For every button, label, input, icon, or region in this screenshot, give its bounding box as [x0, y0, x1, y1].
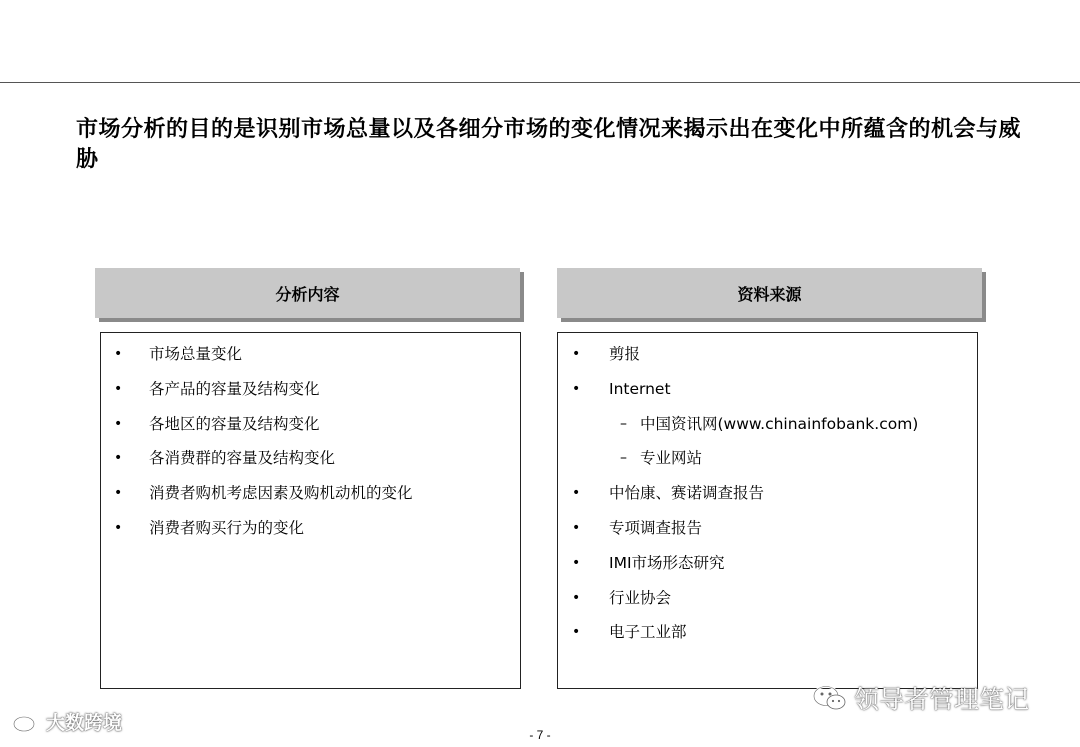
list-item [114, 407, 516, 442]
left-panel-header-label: 分析内容 [275, 284, 340, 304]
list-item [114, 372, 516, 407]
dash-bullet-icon: – [620, 450, 627, 467]
bullet-icon: • [114, 415, 123, 432]
bullet-icon: • [572, 624, 581, 641]
list-item [114, 441, 516, 476]
bullet-icon: • [572, 346, 581, 362]
list-item-text: 各消费群的容量及结构变化 [149, 449, 336, 468]
list-item-text: 中国资讯网(www.chinainfobank.com) [640, 414, 919, 433]
sub-list-item [572, 441, 973, 476]
list-item [114, 511, 516, 546]
list-item [572, 511, 973, 546]
list-item [572, 337, 973, 372]
list-item-text: IMI市场形态研究 [609, 553, 725, 572]
list-item-text: 电子工业部 [609, 623, 687, 642]
list-item-text: 消费者购买行为的变化 [149, 518, 305, 537]
list-item [572, 615, 973, 650]
left-panel-header [95, 268, 520, 318]
list-item-text: 各地区的容量及结构变化 [149, 414, 320, 433]
bullet-icon: • [572, 485, 581, 502]
bullet-icon: • [114, 519, 123, 536]
bullet-icon: • [114, 346, 123, 362]
list-item [572, 546, 973, 581]
bullet-icon: • [572, 519, 581, 536]
top-rule [0, 82, 1080, 83]
sub-list-item [572, 407, 973, 442]
bullet-icon: • [114, 485, 123, 502]
bullet-icon: • [572, 589, 581, 606]
left-panel-list [114, 337, 516, 546]
bullet-icon: • [114, 450, 123, 467]
right-panel-list [572, 337, 973, 650]
watermark-right [812, 680, 1029, 716]
right-panel-header [557, 268, 982, 318]
list-item-text: 行业协会 [609, 588, 672, 607]
list-item [572, 581, 973, 616]
list-item [114, 476, 516, 511]
watermark-left-text: 大数跨境 [46, 712, 123, 734]
right-panel-box [557, 332, 978, 689]
list-item-text: 消费者购机考虑因素及购机动机的变化 [149, 484, 413, 503]
dash-bullet-icon: – [620, 415, 627, 432]
watermark-right-text: 领导者管理笔记 [854, 685, 1030, 714]
list-item [572, 372, 973, 407]
right-panel-header-label: 资料来源 [737, 284, 802, 304]
bullet-icon: • [572, 380, 581, 397]
list-item-text: 专项调查报告 [609, 518, 703, 537]
page-number: - 7 - [529, 728, 551, 742]
bullet-icon: • [572, 554, 581, 571]
list-item-text: Internet [609, 379, 671, 398]
left-panel-box [100, 332, 521, 689]
list-item [114, 337, 516, 372]
list-item [572, 476, 973, 511]
list-item-text: 专业网站 [640, 449, 703, 468]
list-item-text: 市场总量变化 [149, 345, 243, 363]
list-item-text: 剪报 [609, 345, 641, 363]
list-item-text: 中怡康、赛诺调查报告 [609, 484, 765, 503]
wechat-logo-icon [812, 684, 848, 712]
page-title: 市场分析的目的是识别市场总量以及各细分市场的变化情况来揭示出在变化中所蕴含的机会与威胁 [76, 117, 1022, 172]
bullet-icon: • [114, 380, 123, 397]
list-item-text: 各产品的容量及结构变化 [149, 379, 320, 398]
